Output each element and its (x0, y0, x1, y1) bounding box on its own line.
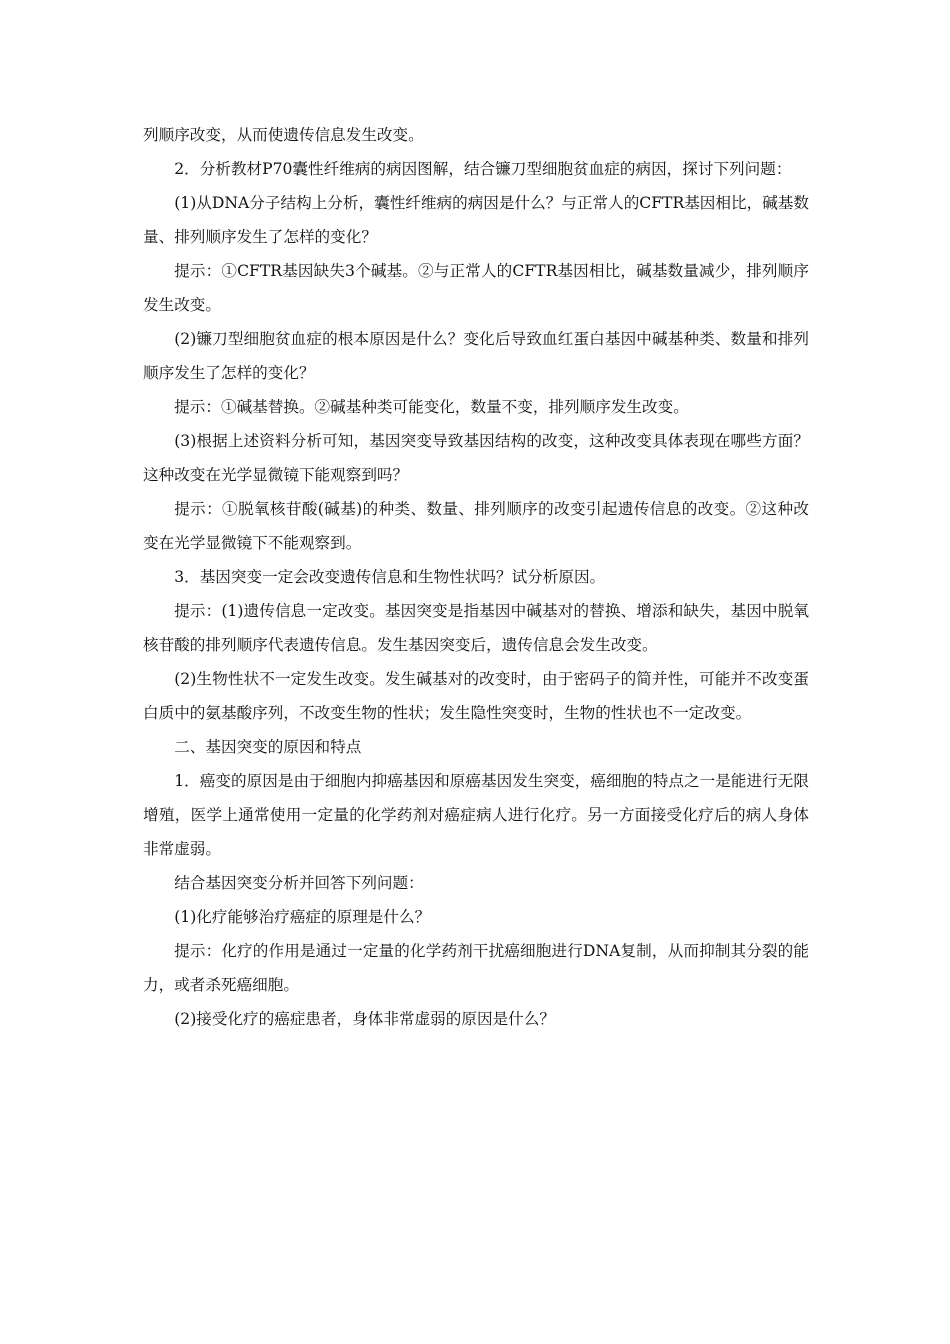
paragraph: (2)生物性状不一定发生改变。发生碱基对的改变时，由于密码子的简并性，可能并不改变蛋白质中的氨基酸序列，不改变生物的性状；发生隐性突变时，生物的性状也不一定改变。 (143, 670, 809, 722)
paragraph: 2．分析教材P70囊性纤维病的病因图解，结合镰刀型细胞贫血症的病因，探讨下列问题： (174, 160, 792, 178)
hint-paragraph: 提示：①脱氧核苷酸(碱基)的种类、数量、排列顺序的改变引起遗传信息的改变。②这种改变在光学显微镜下不能观察到。 (143, 500, 809, 552)
paragraph: (2)接受化疗的癌症患者，身体非常虚弱的原因是什么？ (174, 1010, 555, 1028)
hint-paragraph: 提示：①CFTR基因缺失3个碱基。②与正常人的CFTR基因相比，碱基数量减少，排列顺序发生改变。 (143, 262, 809, 314)
document-body (143, 118, 809, 1036)
paragraph: (1)化疗能够治疗癌症的原理是什么？ (174, 908, 431, 926)
hint-paragraph: 提示：①碱基替换。②碱基种类可能变化，数量不变，排列顺序发生改变。 (174, 398, 689, 416)
paragraph: (1)从DNA分子结构上分析，囊性纤维病的病因是什么？与正常人的CFTR基因相比，碱基数量、排列顺序发生了怎样的变化？ (143, 194, 809, 246)
hint-paragraph: 提示：(1)遗传信息一定改变。基因突变是指基因中碱基对的替换、增添和缺失，基因中脱氧核苷酸的排列顺序代表遗传信息。发生基因突变后，遗传信息会发生改变。 (143, 602, 809, 654)
paragraph: (3)根据上述资料分析可知，基因突变导致基因结构的改变，这种改变具体表现在哪些方面？这种改变在光学显微镜下能观察到吗？ (143, 432, 809, 484)
paragraph: 列顺序改变，从而使遗传信息发生改变。 (143, 126, 424, 144)
section-heading: 二、基因突变的原因和特点 (174, 738, 362, 756)
paragraph: 3．基因突变一定会改变遗传信息和生物性状吗？试分析原因。 (174, 568, 606, 586)
paragraph: 1．癌变的原因是由于细胞内抑癌基因和原癌基因发生突变，癌细胞的特点之一是能进行无限增殖，医学上通常使用一定量的化学药剂对癌症病人进行化疗。另一方面接受化疗后的病人身体非常虚弱。 (143, 772, 809, 858)
paragraph: (2)镰刀型细胞贫血症的根本原因是什么？变化后导致血红蛋白基因中碱基种类、数量和排列顺序发生了怎样的变化？ (143, 330, 809, 382)
paragraph: 结合基因突变分析并回答下列问题： (174, 874, 424, 892)
hint-paragraph: 提示：化疗的作用是通过一定量的化学药剂干扰癌细胞进行DNA复制，从而抑制其分裂的能力，或者杀死癌细胞。 (143, 942, 809, 994)
